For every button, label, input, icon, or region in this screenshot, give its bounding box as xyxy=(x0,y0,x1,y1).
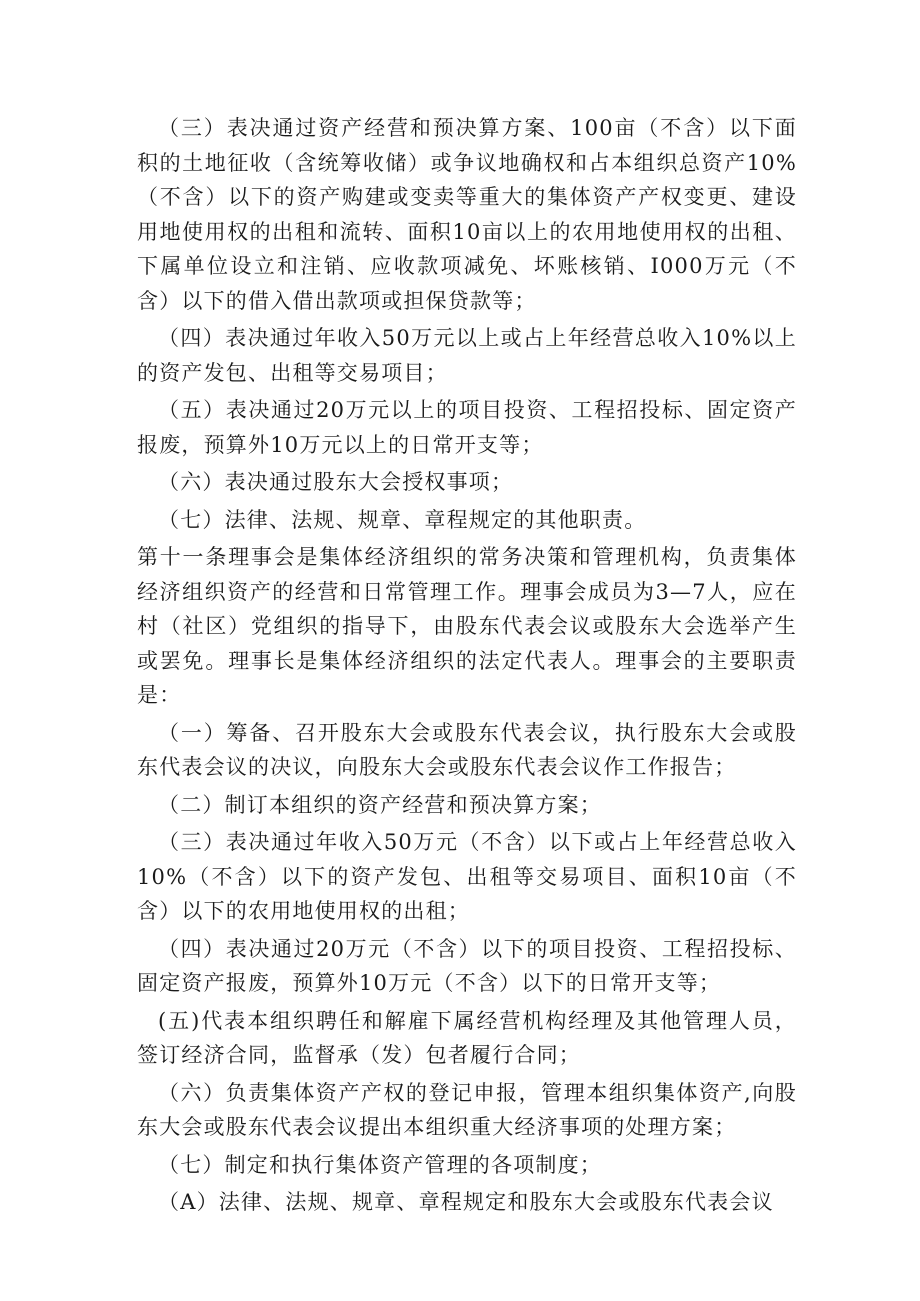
duty-item-3: （三）表决通过年收入50万元（不含）以下或占上年经营总收入10%（不含）以下的资产发包、出租等交易项目、面积10亩（不含）以下的农用地使用权的出租； xyxy=(137,830,797,923)
duty-item-5: (五)代表本组织聘任和解雇下属经营机构经理及其他管理人员，签订经济合同，监督承（发）包者履行合同； xyxy=(137,1008,797,1067)
duty-item-2: （二）制订本组织的资产经营和预决算方案； xyxy=(158,792,602,817)
duty-item-1: （一）筹备、召开股东大会或股东代表会议，执行股东大会或股东代表会议的决议，向股东大会或股东代表会议作工作报告； xyxy=(137,720,797,779)
document-body xyxy=(137,111,797,1223)
duty-item-8: （A）法律、法规、规章、章程规定和股东大会或股东代表会议 xyxy=(158,1190,774,1214)
paragraph-item-7: （七）法律、法规、规章、章程规定的其他职责。 xyxy=(158,507,647,532)
duty-item-4: （四）表决通过20万元（不含）以下的项目投资、工程招投标、固定资产报废，预算外10万元（不含）以下的日常开支等； xyxy=(137,936,797,995)
paragraph-item-6: （六）表决通过股东大会授权事项； xyxy=(158,470,514,494)
duty-item-6: （六）负责集体资产产权的登记申报，管理本组织集体资产,向股东大会或股东代表会议提出本组织重大经济事项的处理方案； xyxy=(137,1080,797,1139)
paragraph-item-3: （三）表决通过资产经营和预决算方案、100亩（不含）以下面积的土地征收（含统筹收储）或争议地确权和占本组织总资产10%（不含）以下的资产购建或变卖等重大的集体资产产权变更、建设用地使用权的出租和流转、面积10亩以上的农用地使用权的出租、下属单位设立和注销、应收款项减免、坏账核销、I000万元（不含）以下的借入借出款项或担保贷款等； xyxy=(137,116,797,313)
duty-item-7: （七）制定和执行集体资产管理的各项制度； xyxy=(158,1152,602,1177)
paragraph-item-5: （五）表决通过20万元以上的项目投资、工程招投标、固定资产报废，预算外10万元以上的日常开支等； xyxy=(137,398,797,457)
paragraph-item-4: （四）表决通过年收入50万元以上或占上年经营总收入10%以上的资产发包、出租等交易项目； xyxy=(137,326,797,385)
article-11: 第十一条理事会是集体经济组织的常务决策和管理机构，负责集体经济组织资产的经营和日常管理工作。理事会成员为3—7人，应在村（社区）党组织的指导下，由股东代表会议或股东大会选举产生或罢免。理事长是集体经济组织的法定代表人。理事会的主要职责是： xyxy=(137,545,797,707)
